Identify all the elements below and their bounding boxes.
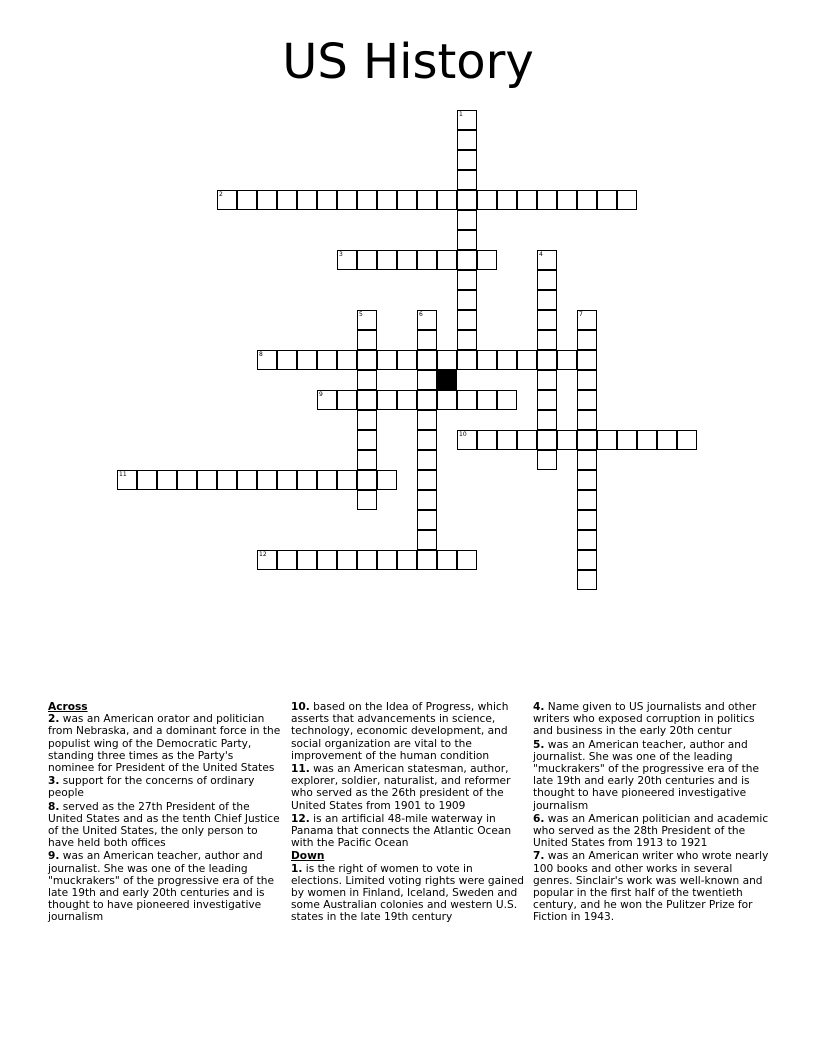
grid-cell[interactable] (537, 450, 557, 470)
clue-text: served as the 27th President of the United States and as the tenth Chief Justice of the United States, the only person to have held both offices (48, 800, 280, 850)
grid-cell[interactable] (397, 550, 417, 570)
grid-cell[interactable] (577, 510, 597, 530)
grid-cell[interactable] (417, 190, 437, 210)
cell-number: 9 (319, 391, 323, 398)
grid-cell[interactable] (357, 330, 377, 350)
clue-text: was an American statesman, author, explorer, soldier, naturalist, and reformer who served as the 26th president of the United States from 1901 to 1909 (291, 763, 511, 812)
grid-cell[interactable] (477, 350, 497, 370)
clue-text: based on the Idea of Progress, which asserts that advancements in science, technology, economic development, and social organization are vital to the improvement of the human condition (291, 701, 509, 762)
grid-cell[interactable] (457, 150, 477, 170)
across-clue-11[interactable] (291, 763, 525, 812)
grid-cell[interactable] (337, 470, 357, 490)
cell-number: 10 (459, 431, 467, 438)
grid-cell[interactable] (357, 390, 377, 410)
grid-cell[interactable] (497, 430, 517, 450)
grid-cell[interactable] (297, 350, 317, 370)
grid-cell[interactable] (357, 410, 377, 430)
grid-cell[interactable] (457, 110, 477, 130)
clue-text: was an American orator and politician from Nebraska, and a dominant force in the populist wing of the Democratic Party, standing three times as the Party's nominee for President of the United States (48, 713, 281, 775)
grid-cell[interactable] (457, 350, 477, 370)
clues-column-1 (48, 701, 282, 925)
grid-cell[interactable] (537, 250, 557, 270)
cell-number: 5 (359, 311, 363, 318)
grid-cell[interactable] (417, 370, 437, 390)
page-title: US History (282, 34, 534, 90)
grid-cell[interactable] (477, 250, 497, 270)
grid-cell[interactable] (577, 350, 597, 370)
grid-cell[interactable] (537, 330, 557, 350)
grid-cell[interactable] (577, 190, 597, 210)
cell-number: 7 (579, 311, 583, 318)
clue-number: 4. (533, 701, 545, 713)
grid-cell[interactable] (157, 470, 177, 490)
grid-cell[interactable] (277, 190, 297, 210)
grid-cell[interactable] (537, 410, 557, 430)
clue-number: 12. (291, 812, 310, 825)
grid-cell[interactable] (577, 390, 597, 410)
grid-cell[interactable] (617, 190, 637, 210)
grid-cell[interactable] (537, 370, 557, 390)
grid-cell[interactable] (657, 430, 677, 450)
grid-cell[interactable] (277, 350, 297, 370)
grid-cell[interactable] (477, 390, 497, 410)
grid-cell[interactable] (457, 430, 477, 450)
grid-cell[interactable] (217, 470, 237, 490)
grid-cell[interactable] (557, 430, 577, 450)
grid-cell[interactable] (337, 250, 357, 270)
grid-cell[interactable] (357, 450, 377, 470)
across-clue-8[interactable] (48, 801, 282, 850)
grid-cell[interactable] (417, 410, 437, 430)
clue-number: 7. (533, 850, 545, 863)
clue-number: 6. (533, 812, 545, 825)
grid-cell[interactable] (257, 550, 277, 570)
crossword-grid (117, 110, 717, 610)
across-clue-12[interactable] (291, 813, 525, 850)
grid-cell[interactable] (577, 450, 597, 470)
grid-cell[interactable] (557, 190, 577, 210)
grid-cell[interactable] (377, 390, 397, 410)
grid-cell[interactable] (417, 330, 437, 350)
grid-cell[interactable] (557, 350, 577, 370)
grid-cell[interactable] (577, 530, 597, 550)
grid-cell[interactable] (417, 470, 437, 490)
grid-cell[interactable] (417, 250, 437, 270)
grid-cell[interactable] (377, 250, 397, 270)
grid-cell[interactable] (577, 370, 597, 390)
grid-cell[interactable] (577, 410, 597, 430)
grid-cell[interactable] (417, 310, 437, 330)
grid-cell[interactable] (397, 350, 417, 370)
grid-cell[interactable] (457, 210, 477, 230)
grid-cell[interactable] (297, 190, 317, 210)
grid-cell[interactable] (417, 350, 437, 370)
clues-column-2 (291, 701, 525, 925)
clue-number: 10. (291, 701, 310, 713)
grid-cell[interactable] (577, 470, 597, 490)
grid-cell[interactable] (577, 570, 597, 590)
down-clue-5[interactable] (533, 739, 769, 812)
grid-cell[interactable] (577, 550, 597, 570)
clue-text: support for the concerns of ordinary people (48, 775, 255, 800)
grid-cell[interactable] (317, 190, 337, 210)
grid-cell[interactable] (537, 270, 557, 290)
grid-cell[interactable] (457, 550, 477, 570)
down-clue-7[interactable] (533, 850, 769, 923)
grid-cell[interactable] (357, 250, 377, 270)
grid-cell[interactable] (457, 270, 477, 290)
grid-cell[interactable] (357, 430, 377, 450)
grid-cell[interactable] (497, 350, 517, 370)
grid-cell[interactable] (497, 190, 517, 210)
grid-cell[interactable] (317, 470, 337, 490)
cell-number: 1 (459, 111, 463, 118)
cell-number: 11 (119, 471, 127, 478)
grid-cell[interactable] (317, 390, 337, 410)
grid-cell[interactable] (537, 190, 557, 210)
grid-cell[interactable] (237, 190, 257, 210)
grid-cell[interactable] (437, 250, 457, 270)
grid-cell[interactable] (217, 190, 237, 210)
grid-cell[interactable] (377, 190, 397, 210)
grid-cell[interactable] (597, 190, 617, 210)
grid-cell[interactable] (477, 190, 497, 210)
grid-cell[interactable] (417, 530, 437, 550)
cell-number: 8 (259, 351, 263, 358)
down-heading: Down (291, 850, 325, 863)
grid-cell[interactable] (537, 350, 557, 370)
grid-cell[interactable] (397, 390, 417, 410)
grid-cell[interactable] (637, 430, 657, 450)
grid-cell[interactable] (537, 290, 557, 310)
cell-number: 3 (339, 251, 343, 258)
grid-cell[interactable] (457, 330, 477, 350)
cell-number: 6 (419, 311, 423, 318)
grid-cell[interactable] (377, 350, 397, 370)
grid-cell[interactable] (257, 350, 277, 370)
grid-cell[interactable] (257, 470, 277, 490)
clue-number: 8. (48, 800, 60, 813)
clue-text: was an American teacher, author and journalist. She was one of the leading "muckrakers" of the progressive era of the late 19th and early 20th centuries and is thought to have pioneered investigative journalism (533, 738, 759, 812)
cell-number: 2 (219, 191, 223, 198)
grid-cell[interactable] (177, 470, 197, 490)
clue-number: 11. (291, 763, 310, 776)
grid-cell[interactable] (437, 190, 457, 210)
grid-cell[interactable] (417, 390, 437, 410)
grid-cell[interactable] (257, 190, 277, 210)
grid-cell[interactable] (517, 350, 537, 370)
grid-cell[interactable] (577, 430, 597, 450)
grid-cell[interactable] (337, 350, 357, 370)
grid-cell[interactable] (317, 350, 337, 370)
grid-cell[interactable] (357, 350, 377, 370)
grid-cell[interactable] (377, 470, 397, 490)
grid-cell[interactable] (457, 230, 477, 250)
grid-cell[interactable] (577, 310, 597, 330)
grid-cell[interactable] (537, 430, 557, 450)
grid-cell[interactable] (417, 510, 437, 530)
clue-text: was an American teacher, author and journalist. She was one of the leading "muckrakers" of the progressive era of the late 19th and early 20th centuries and is thought to have pioneered investigative journalism (48, 850, 274, 924)
grid-cell[interactable] (457, 190, 477, 210)
down-clue-1[interactable] (291, 863, 525, 924)
clue-text: was an American politician and academic who served as the 28th President of the United States from 1913 to 1921 (533, 812, 769, 850)
grid-cell[interactable] (357, 550, 377, 570)
grid-cell[interactable] (457, 310, 477, 330)
down-clue-6[interactable] (533, 813, 769, 850)
grid-cell[interactable] (437, 350, 457, 370)
grid-cell[interactable] (417, 450, 437, 470)
grid-cell[interactable] (517, 190, 537, 210)
grid-cell[interactable] (597, 430, 617, 450)
clue-number: 2. (48, 713, 60, 726)
grid-cell[interactable] (497, 390, 517, 410)
grid-cell[interactable] (457, 290, 477, 310)
grid-cell[interactable] (417, 550, 437, 570)
grid-cell[interactable] (357, 490, 377, 510)
grid-cell[interactable] (117, 470, 137, 490)
grid-cell[interactable] (437, 390, 457, 410)
grid-cell[interactable] (197, 470, 217, 490)
grid-cell[interactable] (357, 370, 377, 390)
grid-cell[interactable] (457, 170, 477, 190)
clue-number: 1. (291, 862, 303, 875)
across-clue-3[interactable] (48, 775, 282, 799)
grid-cell[interactable] (577, 330, 597, 350)
across-clue-2[interactable] (48, 713, 282, 774)
across-clue-9[interactable] (48, 850, 282, 923)
grid-cell[interactable] (537, 310, 557, 330)
grid-cell[interactable] (317, 550, 337, 570)
grid-cell[interactable] (237, 470, 257, 490)
grid-cell[interactable] (617, 430, 637, 450)
grid-cell[interactable] (417, 490, 437, 510)
grid-cell[interactable] (397, 190, 417, 210)
grid-cell[interactable] (377, 550, 397, 570)
cell-number: 4 (539, 251, 543, 258)
across-heading: Across (48, 701, 88, 713)
grid-cell[interactable] (337, 190, 357, 210)
grid-cell[interactable] (397, 250, 417, 270)
grid-cell[interactable] (457, 390, 477, 410)
clue-text: Name given to US journalists and other writers who exposed corruption in politics and business in the early 20th centur (533, 701, 757, 738)
grid-cell[interactable] (537, 390, 557, 410)
grid-cell[interactable] (477, 430, 497, 450)
grid-cell[interactable] (337, 390, 357, 410)
black-cell (437, 370, 457, 390)
grid-cell[interactable] (457, 250, 477, 270)
across-clue-10[interactable] (291, 701, 525, 762)
grid-cell[interactable] (457, 130, 477, 150)
cell-number: 12 (259, 551, 267, 558)
grid-cell[interactable] (277, 550, 297, 570)
grid-cell[interactable] (277, 470, 297, 490)
grid-cell[interactable] (297, 550, 317, 570)
clue-number: 3. (48, 775, 60, 788)
grid-cell[interactable] (337, 550, 357, 570)
clue-number: 9. (48, 850, 60, 863)
grid-cell[interactable] (357, 310, 377, 330)
grid-cell[interactable] (677, 430, 697, 450)
clue-text: was an American writer who wrote nearly 100 books and other works in several genres. Sinclair's work was well-known and popular in the first half of the twentieth century, and he won the Pulitzer Prize for Fiction in 1943. (533, 850, 769, 924)
clues-column-3 (533, 701, 769, 925)
grid-cell[interactable] (297, 470, 317, 490)
clue-number: 5. (533, 738, 545, 751)
grid-cell[interactable] (417, 430, 437, 450)
grid-cell[interactable] (137, 470, 157, 490)
grid-cell[interactable] (357, 470, 377, 490)
grid-cell[interactable] (437, 550, 457, 570)
clue-text: is an artificial 48-mile waterway in Panama that connects the Atlantic Ocean with the Pacific Ocean (291, 812, 512, 850)
grid-cell[interactable] (577, 490, 597, 510)
down-clue-4[interactable] (533, 701, 769, 738)
grid-cell[interactable] (357, 190, 377, 210)
clue-text: is the right of women to vote in elections. Limited voting rights were gained by women in Finland, Iceland, Sweden and some Australian colonies and western U.S. states in the late 19th century (291, 862, 524, 924)
grid-cell[interactable] (517, 430, 537, 450)
